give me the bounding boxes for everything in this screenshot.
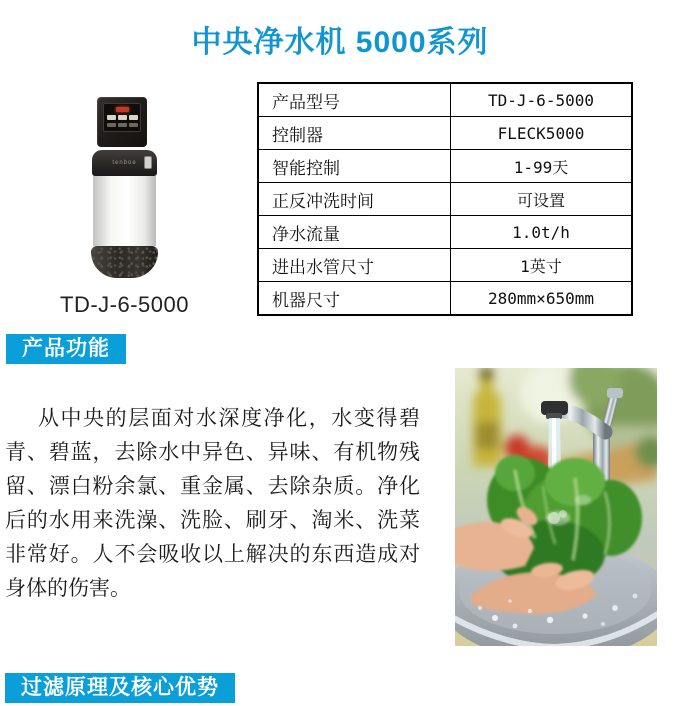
- collar-port: [144, 156, 152, 169]
- control-buttons-row-2: [104, 123, 140, 127]
- spec-label: 正反冲洗时间: [258, 183, 451, 216]
- control-valve-head: [97, 97, 147, 147]
- usage-photo-washing-vegetables: [455, 368, 657, 646]
- product-model-caption: TD-J-6-5000: [60, 292, 189, 317]
- product-figure: [57, 95, 192, 325]
- table-row: [258, 249, 632, 282]
- spec-label: 产品型号: [258, 83, 451, 117]
- spec-label: 机器尺寸: [258, 282, 451, 316]
- spec-value: 1-99天: [451, 150, 633, 183]
- spec-label: 净水流量: [258, 216, 451, 249]
- usage-photo-illustration: [455, 368, 657, 646]
- section-badge-product-features: 产品功能: [6, 334, 126, 364]
- page-title: 中央净水机 5000系列: [191, 26, 489, 59]
- spec-value: 1英寸: [451, 249, 633, 282]
- control-display-panel: [103, 103, 141, 132]
- table-row: [258, 117, 632, 150]
- table-row: [258, 216, 632, 249]
- brand-label: tenboe: [112, 160, 137, 166]
- section-badge-filtration-advantages: 过滤原理及核心优势: [5, 673, 235, 703]
- spec-value: 280mm×650mm: [451, 282, 633, 316]
- table-row: [258, 83, 632, 117]
- spec-table: [257, 82, 633, 316]
- spec-label: 进出水管尺寸: [258, 249, 451, 282]
- control-buttons-row: [104, 115, 140, 120]
- led-display: [116, 107, 129, 112]
- spec-value: FLECK5000: [451, 117, 633, 150]
- table-row: [258, 150, 632, 183]
- tank-base: [91, 246, 158, 278]
- spec-value: TD-J-6-5000: [451, 83, 633, 117]
- spec-value: 可设置: [451, 183, 633, 216]
- tank-body: [93, 176, 156, 246]
- table-row: [258, 282, 632, 316]
- spec-label: 智能控制: [258, 150, 451, 183]
- table-row: [258, 183, 632, 216]
- spec-label: 控制器: [258, 117, 451, 150]
- feature-paragraph: 从中央的层面对水深度净化，水变得碧青、碧蓝，去除水中异色、异味、有机物残留、漂白粉余氯、重金属、去除杂质。净化后的水用来洗澡、洗脸、刷牙、淘米、洗菜非常好。人不会吸收以上解决的东西造成对身体的伤害。: [5, 407, 420, 600]
- tank-collar: [92, 150, 157, 176]
- spec-value: 1.0t/h: [451, 216, 633, 249]
